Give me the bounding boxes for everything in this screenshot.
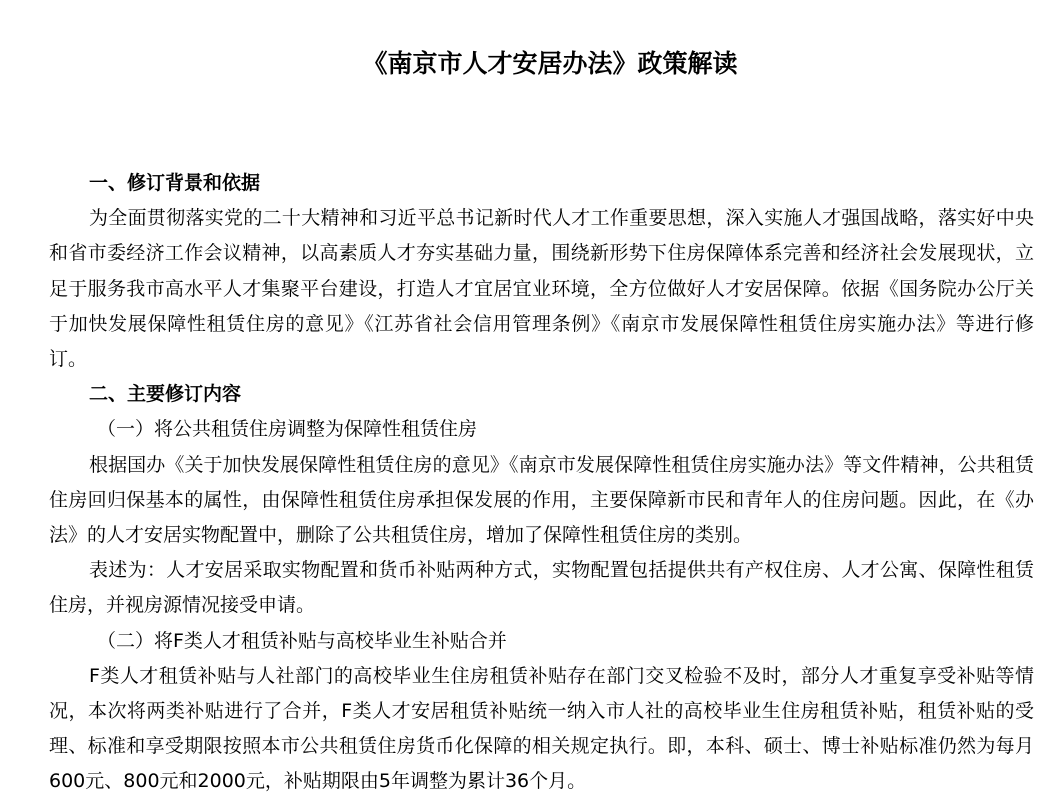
paragraph-rental-housing-wording: 表述为：人才安居采取实物配置和货币补贴两种方式，实物配置包括提供共有产权住房、人才公寓、保障性租赁住房，并视房源情况接受申请。 [49,559,1034,617]
document-body [49,166,1034,800]
paragraph-background: 为全面贯彻落实党的二十大精神和习近平总书记新时代人才工作重要思想，深入实施人才强国战略，落实好中央和省市委经济工作会议精神，以高素质人才夯实基础力量，围绕新形势下住房保障体系完善和经济社会发展现状，立足于服务我市高水平人才集聚平台建设，打造人才宜居宜业环境，全方位做好人才安居保障。依据《国务院办公厅关于加快发展保障性租赁住房的意见》《江苏省社会信用管理条例》《南京市发展保障性租赁住房实施办法》等进行修订。 [49,207,1034,371]
subsection-heading-subsidy-merge: （二）将F类人才租赁补贴与高校毕业生补贴合并 [97,629,507,652]
section-heading-main-revisions: 二、主要修订内容 [89,383,242,406]
paragraph-rental-housing-basis: 根据国办《关于加快发展保障性租赁住房的意见》《南京市发展保障性租赁住房实施办法》等文件精神，公共租赁住房回归保基本的属性，由保障性租赁住房承担保发展的作用，主要保障新市民和青年人的住房问题。因此，在《办法》的人才安居实物配置中，删除了公共租赁住房，增加了保障性租赁住房的类别。 [49,453,1034,547]
section-heading-background: 一、修订背景和依据 [89,172,261,194]
subsection-heading-rental-housing: （一）将公共租赁住房调整为保障性租赁住房 [97,418,478,441]
document-title: 《南京市人才安居办法》政策解读 [362,49,738,78]
paragraph-subsidy-merge: F类人才租赁补贴与人社部门的高校毕业生住房租赁补贴存在部门交叉检验不及时，部分人才重复享受补贴等情况，本次将两类补贴进行了合并，F类人才安居租赁补贴统一纳入市人社的高校毕业生住房租赁补贴，租赁补贴的受理、标准和享受期限按照本市公共租赁住房货币化保障的相关规定执行。即，本科、硕士、博士补贴标准仍然为每月600元、800元和2000元，补贴期限由5年调整为累计36个月。 [49,664,1034,793]
